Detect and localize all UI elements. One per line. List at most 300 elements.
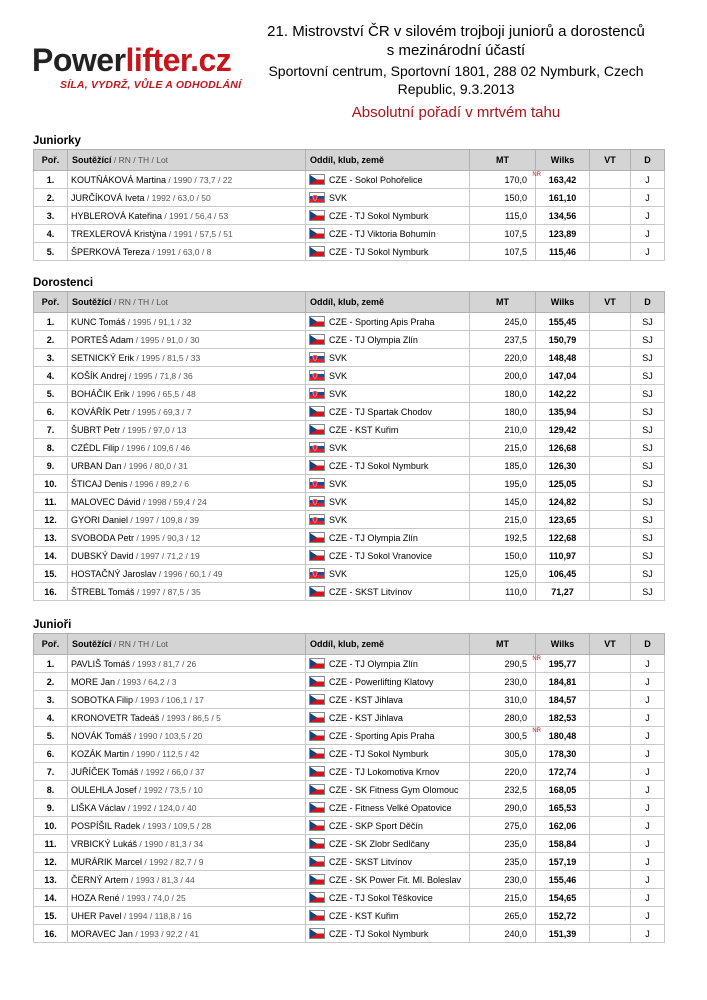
club-cell [306, 457, 470, 475]
rank-cell: 6. [34, 403, 68, 421]
competitor-cell [68, 475, 306, 493]
table-row [34, 225, 665, 243]
vt-cell [590, 781, 631, 799]
competitor-name: ČERNÝ Artem [71, 874, 129, 885]
slovak-flag-icon [309, 514, 325, 525]
wilks-cell: 135,94 [536, 403, 590, 421]
czech-flag-icon [309, 928, 325, 939]
table-row [34, 457, 665, 475]
vt-cell [590, 225, 631, 243]
column-header-competitor-label: Soutěžící [72, 155, 112, 165]
competitor-details: / 1996 / 60,1 / 49 [156, 568, 223, 579]
wilks-cell: 165,53 [536, 799, 590, 817]
mt-cell [470, 403, 536, 421]
competitor-details: / 1995 / 91,1 / 32 [125, 316, 192, 327]
mt-value: 115,0 [505, 210, 527, 221]
competitor-name: LIŠKA Václav [71, 802, 126, 813]
slovak-flag-icon [309, 192, 325, 203]
rank-cell: 10. [34, 817, 68, 835]
mt-value: 280,0 [504, 712, 527, 723]
czech-flag-icon [309, 406, 325, 417]
club-cell [306, 421, 470, 439]
competitor-details: / 1991 / 56,4 / 53 [162, 210, 229, 221]
club-cell [306, 817, 470, 835]
wilks-cell: 151,39 [536, 925, 590, 943]
column-header-vt: VT [590, 150, 631, 171]
club-cell [306, 349, 470, 367]
wilks-cell: 148,48 [536, 349, 590, 367]
table-row [34, 781, 665, 799]
slovak-flag-icon [309, 568, 325, 579]
competitor-cell [68, 655, 306, 673]
czech-flag-icon [309, 460, 325, 471]
rank-cell: 13. [34, 529, 68, 547]
competitor-cell [68, 225, 306, 243]
competitor-details: / 1991 / 63,0 / 8 [149, 246, 212, 257]
d-cell: J [631, 799, 665, 817]
competitor-name: KOZÁK Martin [71, 748, 130, 759]
mt-value: 305,0 [504, 748, 527, 759]
rank-cell: 2. [34, 189, 68, 207]
mt-value: 107,5 [504, 246, 527, 257]
club-name: CZE - KST Jihlava [329, 713, 403, 723]
club-cell [306, 367, 470, 385]
competitor-cell [68, 691, 306, 709]
competitor-details: / 1996 / 89,2 / 6 [127, 478, 189, 489]
results-section [33, 133, 664, 261]
vt-cell [590, 745, 631, 763]
competitor-cell [68, 529, 306, 547]
table-row [34, 367, 665, 385]
competitor-cell [68, 745, 306, 763]
slovak-flag-icon [309, 478, 325, 489]
rank-cell: 1. [34, 313, 68, 331]
table-row [34, 745, 665, 763]
czech-flag-icon [309, 766, 325, 777]
competitor-details: / 1993 / 109,5 / 28 [140, 820, 212, 831]
club-name: SVK [329, 371, 348, 381]
column-header-d: D [631, 292, 665, 313]
competitor-cell [68, 781, 306, 799]
club-name: CZE - TJ Sokol Nymburk [329, 461, 429, 471]
rank-cell: 6. [34, 745, 68, 763]
mt-cell [470, 781, 536, 799]
column-header-rank: Poř. [34, 634, 68, 655]
table-row [34, 691, 665, 709]
competitor-cell [68, 889, 306, 907]
mt-cell [470, 799, 536, 817]
mt-value: 185,0 [504, 460, 527, 471]
competitor-details: / 1990 / 73,7 / 22 [166, 174, 233, 185]
competitor-details: / 1996 / 109,6 / 46 [119, 442, 191, 453]
results-section [33, 617, 664, 943]
wilks-cell: 161,10 [536, 189, 590, 207]
competitor-name: OULEHLA Josef [71, 784, 137, 795]
club-cell [306, 529, 470, 547]
competitor-cell [68, 511, 306, 529]
slovak-flag-icon [309, 496, 325, 507]
vt-cell [590, 727, 631, 745]
czech-flag-icon [309, 694, 325, 705]
club-cell [306, 853, 470, 871]
club-cell [306, 691, 470, 709]
club-name: CZE - TJ Olympia Zlín [329, 533, 418, 543]
d-cell: J [631, 835, 665, 853]
rank-cell: 11. [34, 835, 68, 853]
rank-cell: 4. [34, 709, 68, 727]
competitor-cell [68, 189, 306, 207]
club-name: SVK [329, 193, 348, 203]
competitor-cell [68, 853, 306, 871]
wilks-cell: 126,30 [536, 457, 590, 475]
club-cell [306, 583, 470, 601]
competitor-details: / 1995 / 91,0 / 30 [133, 334, 200, 345]
vt-cell [590, 189, 631, 207]
club-name: CZE - TJ Olympia Zlín [329, 335, 418, 345]
mt-value: 125,0 [504, 568, 527, 579]
d-cell: SJ [631, 475, 665, 493]
vt-cell [590, 475, 631, 493]
mt-cell [470, 331, 536, 349]
czech-flag-icon [309, 210, 325, 221]
club-cell [306, 871, 470, 889]
club-cell [306, 745, 470, 763]
mt-value: 192,5 [504, 532, 527, 543]
competitor-name: HOZA René [71, 892, 120, 903]
club-name: CZE - TJ Sokol Těškovice [329, 893, 433, 903]
d-cell: SJ [631, 439, 665, 457]
column-header-wilks: Wilks [536, 634, 590, 655]
mt-value: 150,0 [504, 192, 527, 203]
competitor-details: / 1995 / 90,3 / 12 [134, 532, 201, 543]
wilks-cell: 155,45 [536, 313, 590, 331]
competitor-cell [68, 439, 306, 457]
rank-cell: 14. [34, 547, 68, 565]
competitor-name: JUŘÍČEK Tomáš [71, 766, 139, 777]
column-header-mt: MT [470, 150, 536, 171]
competitor-details: / 1992 / 73,5 / 10 [136, 784, 203, 795]
table-row [34, 171, 665, 189]
club-name: SVK [329, 569, 348, 579]
d-cell: J [631, 709, 665, 727]
wilks-cell: 154,65 [536, 889, 590, 907]
competitor-cell [68, 673, 306, 691]
rank-cell: 7. [34, 763, 68, 781]
mt-cell [470, 835, 536, 853]
mt-cell [470, 207, 536, 225]
mt-cell [470, 511, 536, 529]
czech-flag-icon [309, 424, 325, 435]
column-header-competitor [68, 292, 306, 313]
rank-cell: 3. [34, 691, 68, 709]
club-name: CZE - KST Kuřim [329, 911, 399, 921]
results-table [33, 149, 665, 261]
club-cell [306, 763, 470, 781]
czech-flag-icon [309, 784, 325, 795]
club-name: CZE - SKST Litvínov [329, 587, 412, 597]
club-name: CZE - SKST Litvínov [329, 857, 412, 867]
competitor-name: DUBSKÝ David [71, 550, 134, 561]
mt-value: 220,0 [504, 766, 527, 777]
mt-cell [470, 529, 536, 547]
competitor-details: / 1993 / 92,2 / 41 [132, 928, 200, 939]
club-cell [306, 189, 470, 207]
table-row [34, 511, 665, 529]
column-header-competitor-detail: / RN / TH / Lot [111, 639, 169, 649]
wilks-cell: 182,53 [536, 709, 590, 727]
d-cell: SJ [631, 367, 665, 385]
club-name: CZE - TJ Sokol Vranovice [329, 551, 433, 561]
rank-cell: 9. [34, 457, 68, 475]
section-title: Junioři [33, 619, 72, 631]
rank-cell: 4. [34, 225, 68, 243]
club-name: CZE - SKP Sport Děčín [329, 821, 423, 831]
vt-cell [590, 403, 631, 421]
column-header-competitor-detail: / RN / TH / Lot [111, 297, 169, 307]
competitor-name: VRBICKÝ Lukáš [71, 838, 138, 849]
d-cell: SJ [631, 493, 665, 511]
czech-flag-icon [309, 658, 325, 669]
wilks-cell: 142,22 [536, 385, 590, 403]
column-header-wilks: Wilks [536, 292, 590, 313]
rank-cell: 5. [34, 385, 68, 403]
club-name: CZE - TJ Sokol Nymburk [329, 247, 429, 257]
mt-value: 230,0 [504, 874, 527, 885]
table-row [34, 349, 665, 367]
czech-flag-icon [309, 856, 325, 867]
competitor-cell [68, 799, 306, 817]
club-cell [306, 225, 470, 243]
competitor-details: / 1992 / 124,0 / 40 [125, 802, 197, 813]
vt-cell [590, 547, 631, 565]
d-cell: SJ [631, 313, 665, 331]
table-row [34, 925, 665, 943]
competitor-cell [68, 421, 306, 439]
mt-cell [470, 457, 536, 475]
club-cell [306, 385, 470, 403]
club-cell [306, 781, 470, 799]
mt-cell [470, 727, 541, 745]
d-cell: J [631, 655, 665, 673]
vt-cell [590, 493, 631, 511]
column-header-club: Oddíl, klub, země [306, 634, 470, 655]
d-cell: J [631, 691, 665, 709]
club-cell [306, 171, 470, 189]
club-name: CZE - Fitness Velké Opatovice [329, 803, 452, 813]
d-cell: J [631, 243, 665, 261]
rank-cell: 1. [34, 655, 68, 673]
competitor-details: / 1995 / 81,5 / 33 [134, 352, 201, 363]
page-subtitle: Absolutní pořadí v mrtvém tahu [351, 104, 561, 121]
mt-cell [470, 871, 536, 889]
vt-cell [590, 835, 631, 853]
mt-cell [470, 385, 536, 403]
competitor-details: / 1996 / 65,5 / 48 [129, 388, 196, 399]
czech-flag-icon [309, 228, 325, 239]
wilks-cell: 172,74 [536, 763, 590, 781]
club-name: CZE - TJ Viktoria Bohumín [329, 229, 436, 239]
competitor-details: / 1995 / 69,3 / 7 [130, 406, 192, 417]
competitor-cell [68, 171, 306, 189]
powerlifter-logo [32, 42, 242, 100]
mt-value: 290,5 [504, 658, 527, 669]
competitor-name: MALOVEC Dávid [71, 496, 141, 507]
competitor-details: / 1996 / 80,0 / 31 [121, 460, 188, 471]
competitor-name: ŠPERKOVÁ Tereza [71, 246, 150, 257]
competitor-details: / 1997 / 109,8 / 39 [128, 514, 199, 525]
club-name: SVK [329, 497, 348, 507]
mt-cell [470, 565, 536, 583]
czech-flag-icon [309, 820, 325, 831]
vt-cell [590, 367, 631, 385]
club-name: SVK [329, 389, 348, 399]
club-name: CZE - TJ Sokol Nymburk [329, 929, 429, 939]
d-cell: J [631, 925, 665, 943]
wilks-cell: 163,42 [536, 171, 590, 189]
mt-cell [470, 817, 536, 835]
mt-cell [470, 673, 536, 691]
competitor-name: ŠTICAJ Denis [71, 478, 128, 489]
club-cell [306, 799, 470, 817]
competitor-name: SVOBODA Petr [71, 532, 135, 543]
wilks-cell: 129,42 [536, 421, 590, 439]
club-name: CZE - TJ Sokol Nymburk [329, 211, 429, 221]
club-name: SVK [329, 443, 348, 453]
competitor-details: / 1991 / 57,5 / 51 [166, 228, 233, 239]
wilks-cell: 168,05 [536, 781, 590, 799]
d-cell: SJ [631, 511, 665, 529]
mt-value: 265,0 [504, 910, 527, 921]
wilks-cell: 155,46 [536, 871, 590, 889]
rank-cell: 5. [34, 727, 68, 745]
wilks-cell: 180,48 [536, 727, 590, 745]
club-cell [306, 493, 470, 511]
wilks-cell: 115,46 [536, 243, 590, 261]
competitor-details: / 1995 / 97,0 / 13 [120, 424, 187, 435]
d-cell: J [631, 189, 665, 207]
mt-cell [470, 583, 536, 601]
d-cell: SJ [631, 349, 665, 367]
club-cell [306, 439, 470, 457]
rank-cell: 10. [34, 475, 68, 493]
mt-value: 110,0 [505, 586, 527, 597]
mt-value: 300,5 [504, 730, 527, 741]
vt-cell [590, 907, 631, 925]
rank-cell: 12. [34, 853, 68, 871]
competitor-name: MORE Jan [71, 676, 116, 687]
competitor-cell [68, 331, 306, 349]
mt-cell [470, 439, 536, 457]
mt-cell [470, 225, 536, 243]
table-row [34, 817, 665, 835]
table-row [34, 889, 665, 907]
competitor-cell [68, 367, 306, 385]
mt-cell [470, 889, 536, 907]
vt-cell [590, 171, 631, 189]
competitor-name: KOUTŇÁKOVÁ Martina [71, 174, 167, 185]
competitor-name: GYORI Daniel [71, 514, 129, 525]
table-row [34, 871, 665, 889]
club-cell [306, 313, 470, 331]
competitor-cell [68, 313, 306, 331]
competitor-cell [68, 763, 306, 781]
table-row [34, 565, 665, 583]
mt-value: 275,0 [504, 820, 527, 831]
table-row [34, 439, 665, 457]
competitor-name: ŠTREBL Tomáš [71, 586, 135, 597]
competitor-name: BOHÁČIK Erik [71, 388, 130, 399]
vt-cell [590, 583, 631, 601]
mt-value: 215,0 [504, 514, 527, 525]
wilks-cell: 123,89 [536, 225, 590, 243]
national-record-mark: NR [532, 728, 541, 734]
czech-flag-icon [309, 334, 325, 345]
table-row [34, 727, 665, 745]
vt-cell [590, 385, 631, 403]
competitor-details: / 1993 / 74,0 / 25 [119, 892, 186, 903]
wilks-cell: 134,56 [536, 207, 590, 225]
club-name: CZE - TJ Sokol Nymburk [329, 749, 429, 759]
competitor-name: KOŠÍK Andrej [71, 370, 127, 381]
competitor-details: / 1993 / 81,3 / 44 [128, 874, 195, 885]
national-record-mark: NR [532, 172, 541, 178]
czech-flag-icon [309, 316, 325, 327]
column-header-vt: VT [590, 292, 631, 313]
czech-flag-icon [309, 892, 325, 903]
czech-flag-icon [309, 550, 325, 561]
competitor-details: / 1997 / 87,5 / 35 [134, 586, 201, 597]
vt-cell [590, 511, 631, 529]
vt-cell [590, 349, 631, 367]
vt-cell [590, 207, 631, 225]
competitor-name: KOVÁŘÍK Petr [71, 406, 131, 417]
competitor-cell [68, 493, 306, 511]
rank-cell: 13. [34, 871, 68, 889]
slovak-flag-icon [309, 352, 325, 363]
rank-cell: 2. [34, 673, 68, 691]
logo-wordmark: Powerlifter.cz [32, 42, 232, 78]
wilks-cell: 123,65 [536, 511, 590, 529]
club-name: CZE - Sokol Pohořelice [329, 175, 423, 185]
rank-cell: 11. [34, 493, 68, 511]
competitor-details: / 1992 / 63,0 / 50 [144, 192, 211, 203]
mt-cell [470, 745, 536, 763]
mt-cell [470, 313, 536, 331]
vt-cell [590, 529, 631, 547]
column-header-competitor [68, 634, 306, 655]
wilks-cell: 122,68 [536, 529, 590, 547]
d-cell: J [631, 171, 665, 189]
czech-flag-icon [309, 532, 325, 543]
table-row [34, 709, 665, 727]
table-row [34, 493, 665, 511]
club-cell [306, 511, 470, 529]
table-row [34, 385, 665, 403]
table-header-row [34, 150, 665, 171]
mt-value: 215,0 [504, 892, 527, 903]
competitor-name: KUNC Tomáš [71, 316, 126, 327]
d-cell: J [631, 207, 665, 225]
club-name: CZE - SK Fitness Gym Olomouc [329, 785, 459, 795]
section-title: Dorostenci [33, 277, 94, 289]
club-name: CZE - KST Jihlava [329, 695, 403, 705]
competitor-cell [68, 727, 306, 745]
table-row [34, 403, 665, 421]
mt-cell [470, 475, 536, 493]
mt-value: 290,0 [504, 802, 527, 813]
table-header-row [34, 634, 665, 655]
d-cell: J [631, 889, 665, 907]
